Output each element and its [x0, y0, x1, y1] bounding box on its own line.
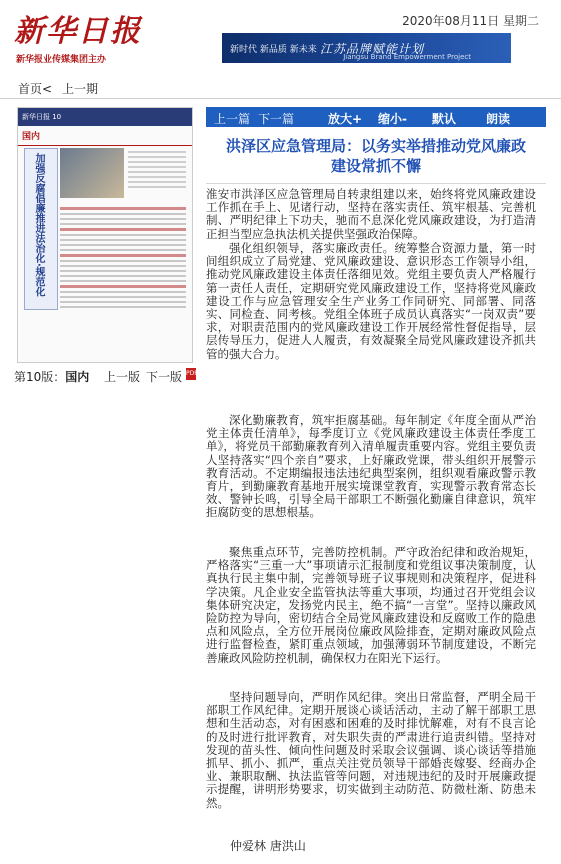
thumbnail-photo[interactable]: [60, 148, 124, 198]
zoom-in-button[interactable]: 放大+: [328, 112, 363, 126]
article-paragraph: 深化勤廉教育，筑牢拒腐基础。每年制定《年度全面从严治党主体责任清单》，每季度订立《党风廉政建设主体责任季度工单》，将党员干部勤廉教育列入清单履责重要内容。党组主要负责人坚持落实“四个亲自”要求，上好廉政党课，带头组织开展警示教育活动。不定期编报违法违纪典型案例，组织观看廉政警示教育片，到勤廉教育基地开展实境课堂教育，实现警示教育常态长效、警钟长鸣，引导全局干部职工不断强化勤廉自律意识，筑牢拒腐防变的思想根基。: [206, 413, 536, 520]
thumbnail-header: 新华日报 10: [18, 108, 192, 126]
article-paragraph: 聚焦重点环节，完善防控机制。严守政治纪律和政治规矩，严格落实“三重一大”事项请示汇报制度和党组议事决策制度，认真执行民主集中制，完善领导班子议事规则和决策程序，促进科学决策。凡企业安全监管执法等重大事项，均通过召开党组会议集体研究决定，发扬党内民主，绝不搞“一言堂”。坚持以廉政风险防控为导向，密切结合全局党风廉政建设和反腐败工作的隐患点和风险点，全方位开展岗位廉政风险排查，定期对廉政风险点进行监督检查，紧盯重点领域，加强薄弱环节制度建设，不断完善廉政风险防控机制，确保权力在阳光下运行。: [206, 545, 536, 665]
top-nav: [0, 76, 561, 99]
article-author: 仲爱林 唐洪山: [230, 839, 306, 853]
thumbnail-section: 国内: [18, 126, 192, 146]
masthead: [0, 0, 561, 72]
page-label: [14, 368, 89, 385]
ad-banner-title: 江苏品牌赋能计划: [320, 41, 425, 56]
article-title: [206, 136, 546, 176]
thumbnail-text-lines: [60, 204, 186, 311]
prev-article-button[interactable]: 上一篇: [214, 112, 251, 126]
article-paragraph: 淮安市洪泽区应急管理局自转隶组建以来，始终将党风廉政建设工作抓在手上、见诸行动，坚持在落实责任、筑牢根基、完善机制、严明纪律上下功夫，驰而不息深化党风廉政建设，为打造清正担当型应急执法机关提供坚强政治保障。: [206, 187, 536, 241]
article-toolbar: [206, 107, 546, 127]
thumbnail-column: [128, 148, 186, 191]
default-size-button[interactable]: 默认: [432, 112, 457, 126]
prev-issue-link[interactable]: 上一期: [62, 82, 99, 96]
logo-subtitle: 新华报业传媒集团主办: [16, 55, 107, 65]
thumbnail-feature-text: 加强反腐倡廉推进法治化·规范化: [33, 153, 44, 297]
page-thumbnail[interactable]: [17, 107, 193, 363]
pdf-icon[interactable]: PDF: [186, 368, 196, 380]
home-link[interactable]: 首页<: [18, 82, 53, 96]
article-paragraph: 坚持问题导向，严明作风纪律。突出日常监督，严明全局干部职工作风纪律。定期开展谈心谈话活动，主动了解干部职工思想和生活动态，对有困惑和困难的及时排忧解难，对有不良言论的及时进行批评教育，对失职失责的严肃进行追责纠错。坚持对发现的苗头性、倾向性问题及时采取会议强调、谈心谈话等措施抓早、抓小、抓严，重点关注党员领导干部婚丧嫁娶、经商办企业、兼职取酬、执法监管等问题，对违规违纪的及时开展廉政提示提醒，讲明形势要求，切实做到主动防范、防微杜渐、防患未然。: [206, 690, 536, 810]
issue-date: 2020年08月11日 星期二: [402, 14, 539, 28]
page-number-label: 第10版：: [14, 370, 66, 384]
read-aloud-button[interactable]: 朗读: [486, 112, 511, 126]
thumbnail-feature-block[interactable]: [24, 148, 58, 310]
newspaper-logo[interactable]: 新华日报: [14, 14, 142, 49]
ad-banner-slogan: 新时代 新品质 新未来: [230, 44, 317, 55]
ad-banner[interactable]: [222, 33, 511, 63]
zoom-out-button[interactable]: 缩小-: [378, 112, 407, 126]
article-title-line-2: 建设常抓不懈: [330, 157, 421, 175]
next-article-button[interactable]: 下一篇: [258, 112, 295, 126]
next-page-link[interactable]: 下一版: [146, 370, 183, 384]
article-paragraph: 强化组织领导，落实廉政责任。统筹整合资源力量，第一时间组织成立了局党建、党风廉政建设、意识形态工作领导小组，推动党风廉政建设主体责任落细见效。党组主要负责人严格履行第一责任人责任，定期研究党风廉政建设工作，坚持将党风廉政建设工作与应急管理安全生产业务工作同研究、同部署、同落实、同检查、同考核。党组全体班子成员认真落实“一岗双责”要求，对职责范围内的党风廉政建设工作开展经常性督促指导，层层传导压力，促进人人履责，有效凝聚全局党风廉政建设齐抓共管的强大合力。: [206, 241, 536, 361]
article-title-line-1: 洪泽区应急管理局：以务实举措推动党风廉政: [225, 137, 526, 155]
ad-banner-subtitle: Jiangsu Brand Empowerment Project: [343, 53, 471, 61]
prev-page-link[interactable]: 上一版: [104, 370, 141, 384]
title-divider: [206, 183, 546, 184]
page-section-name: 国内: [65, 370, 90, 384]
